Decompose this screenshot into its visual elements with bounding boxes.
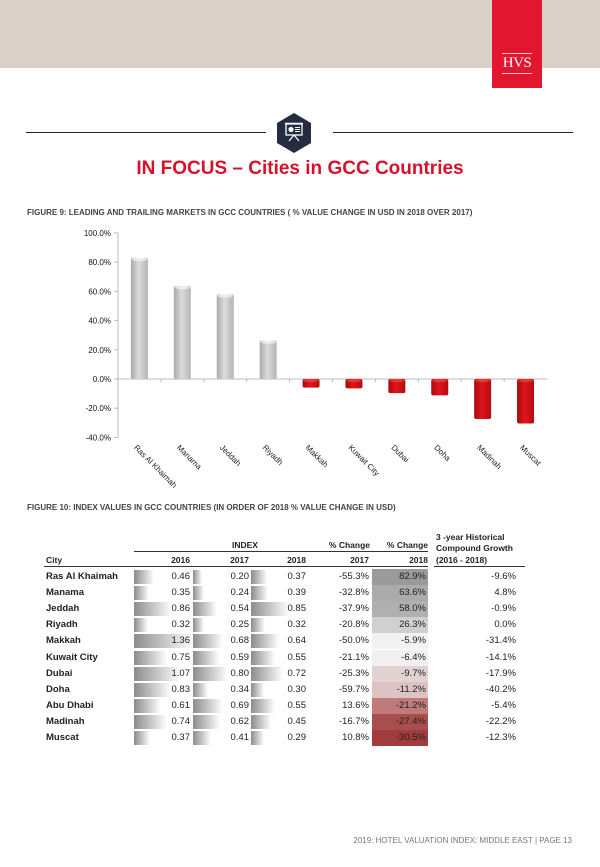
cell-city: Abu Dhabi bbox=[46, 699, 94, 711]
data-bar-i2018 bbox=[251, 731, 264, 745]
cell-change-2018: -9.7% bbox=[372, 666, 428, 682]
cell-change-2017: -32.8% bbox=[338, 587, 369, 599]
y-tick-label: 100.0% bbox=[83, 229, 111, 238]
cell-change-2018: 82.9% bbox=[372, 569, 428, 585]
cell-city: Kuwait City bbox=[46, 651, 98, 663]
cell-change-2017: -50.0% bbox=[338, 635, 369, 647]
cell-i2018: 0.55 bbox=[287, 699, 306, 711]
cell-change-2018: -5.9% bbox=[372, 633, 428, 649]
header-cagr-line1: 3 -year Historical bbox=[436, 532, 505, 542]
cell-change-2018: 26.3% bbox=[372, 617, 428, 633]
cell-change-2017: 10.8% bbox=[342, 732, 369, 743]
col-city: City bbox=[46, 555, 63, 565]
cell-change-2018: -21.2% bbox=[372, 698, 428, 714]
x-tick-label: Manama bbox=[174, 443, 204, 472]
y-tick-label: 60.0% bbox=[88, 287, 111, 297]
header-bottom-rule bbox=[44, 566, 428, 567]
data-bar-i2017 bbox=[193, 683, 208, 697]
data-bar-i2016 bbox=[134, 618, 148, 632]
cell-city: Muscat bbox=[46, 732, 79, 743]
cell-i2017: 0.69 bbox=[230, 699, 249, 711]
x-tick-label: Dubai bbox=[389, 443, 411, 465]
cell-city: Doha bbox=[46, 683, 70, 695]
cell-i2017: 0.68 bbox=[230, 635, 249, 647]
y-tick-label: -20.0% bbox=[85, 404, 111, 414]
data-bar-i2017 bbox=[193, 586, 204, 600]
cell-change-2018: 63.6% bbox=[372, 585, 428, 601]
cell-i2018: 0.72 bbox=[287, 667, 306, 679]
x-tick-label: Ras Al Khaimah bbox=[132, 443, 179, 490]
cell-i2018: 0.29 bbox=[287, 732, 306, 743]
cell-i2016: 0.61 bbox=[171, 699, 190, 711]
cell-i2017: 0.59 bbox=[230, 651, 249, 663]
cell-change-2018: -11.2% bbox=[372, 682, 428, 698]
cell-i2016: 1.36 bbox=[171, 635, 190, 647]
cell-i2016: 1.07 bbox=[171, 667, 190, 679]
cell-i2017: 0.24 bbox=[230, 587, 249, 599]
cell-i2016: 0.37 bbox=[171, 732, 190, 743]
cell-i2017: 0.20 bbox=[230, 571, 249, 582]
cell-i2016: 0.86 bbox=[171, 603, 190, 615]
cell-change-2018: 58.0% bbox=[372, 601, 428, 617]
cell-change-2017: -20.8% bbox=[338, 619, 369, 631]
cell-cagr: -9.6% bbox=[491, 571, 516, 582]
cell-i2017: 0.62 bbox=[230, 715, 249, 727]
figure9-title: FIGURE 9: LEADING AND TRAILING MARKETS IN GCC COUNTRIES ( % VALUE CHANGE IN USD IN 2018 OVER 2017) bbox=[27, 208, 473, 217]
x-tick-label: Madinah bbox=[475, 443, 504, 472]
cell-cagr: -14.1% bbox=[485, 651, 516, 663]
cell-cagr: 0.0% bbox=[494, 619, 516, 631]
x-tick-label: Jeddah bbox=[217, 443, 243, 468]
data-bar-i2016 bbox=[134, 731, 150, 745]
cell-i2017: 0.80 bbox=[230, 667, 249, 679]
cell-i2018: 0.85 bbox=[287, 603, 306, 615]
cell-cagr: -22.2% bbox=[485, 715, 516, 727]
cell-cagr: -12.3% bbox=[485, 732, 516, 743]
cell-city: Manama bbox=[46, 587, 85, 599]
data-bar-i2018 bbox=[251, 683, 264, 697]
cell-change-2017: 13.6% bbox=[342, 699, 369, 711]
x-tick-label: Muscat bbox=[518, 443, 543, 468]
cell-i2016: 0.74 bbox=[171, 715, 190, 727]
header-index: INDEX bbox=[232, 540, 258, 550]
page-title: IN FOCUS – Cities in GCC Countries bbox=[136, 158, 464, 179]
cell-change-2017: -37.9% bbox=[338, 603, 369, 615]
cell-i2016: 0.83 bbox=[171, 683, 190, 695]
cell-cagr: -5.4% bbox=[491, 699, 516, 711]
cell-cagr: -40.2% bbox=[485, 683, 516, 695]
cell-i2016: 0.35 bbox=[171, 587, 190, 599]
col-2017: 2017 bbox=[230, 555, 249, 565]
data-bar-i2017 bbox=[193, 570, 202, 584]
y-tick-label: 0.0% bbox=[92, 375, 111, 384]
y-tick-label: 40.0% bbox=[88, 316, 111, 326]
y-tick-label: 20.0% bbox=[88, 345, 111, 355]
cell-cagr: -17.9% bbox=[485, 667, 516, 679]
cell-change-2017: -25.3% bbox=[338, 667, 369, 679]
data-bar-i2018 bbox=[251, 570, 267, 584]
col-2016: 2016 bbox=[171, 555, 190, 565]
cell-i2018: 0.32 bbox=[287, 619, 306, 631]
y-tick-label: -40.0% bbox=[85, 433, 111, 443]
header-cagr-line3: (2016 - 2018) bbox=[436, 555, 488, 565]
cell-i2016: 0.32 bbox=[171, 619, 190, 631]
x-tick-label: Riyadh bbox=[260, 443, 285, 468]
page-footer: 2019: HOTEL VALUATION INDEX: MIDDLE EAST | PAGE 13 bbox=[353, 836, 572, 845]
x-tick-label: Doha bbox=[432, 443, 453, 463]
data-bar-i2017 bbox=[193, 618, 204, 632]
cell-city: Makkah bbox=[46, 635, 81, 647]
logo-text: HVS bbox=[502, 55, 532, 71]
x-tick-label: Makkah bbox=[303, 443, 330, 470]
figure10-title: FIGURE 10: INDEX VALUES IN GCC COUNTRIES (IN ORDER OF 2018 % VALUE CHANGE IN USD) bbox=[27, 503, 396, 512]
cell-change-2017: -21.1% bbox=[338, 651, 369, 663]
cell-i2018: 0.55 bbox=[287, 651, 306, 663]
cell-i2016: 0.75 bbox=[171, 651, 190, 663]
header-change-2017: % Change bbox=[328, 540, 370, 550]
cell-cagr: -0.9% bbox=[491, 603, 516, 615]
cell-change-2018: -6.4% bbox=[372, 650, 428, 666]
col-change-2018: 2018 bbox=[409, 555, 428, 565]
cell-city: Dubai bbox=[46, 667, 73, 679]
cell-i2018: 0.64 bbox=[287, 635, 306, 647]
cell-i2018: 0.30 bbox=[287, 683, 306, 695]
cell-i2016: 0.46 bbox=[171, 571, 190, 582]
cell-change-2017: -59.7% bbox=[338, 683, 369, 695]
cell-city: Ras Al Khaimah bbox=[46, 571, 118, 582]
col-change-2017: 2017 bbox=[350, 555, 369, 565]
cell-city: Madinah bbox=[46, 715, 85, 727]
cell-i2018: 0.39 bbox=[287, 587, 306, 599]
header-change-2018: % Change bbox=[386, 540, 428, 550]
cell-change-2018: -27.4% bbox=[372, 714, 428, 730]
data-bar-i2018 bbox=[251, 618, 265, 632]
cell-i2018: 0.45 bbox=[287, 715, 306, 727]
cell-change-2017: -55.3% bbox=[338, 571, 369, 582]
y-tick-label: 80.0% bbox=[88, 258, 111, 268]
cell-i2017: 0.34 bbox=[230, 683, 249, 695]
header-cagr-rule bbox=[434, 566, 525, 567]
header-cagr-line2: Compound Growth bbox=[436, 543, 513, 553]
col-2018: 2018 bbox=[287, 555, 306, 565]
cell-change-2018: -30.5% bbox=[372, 730, 428, 746]
cell-cagr: 4.8% bbox=[494, 587, 516, 599]
cell-cagr: -31.4% bbox=[485, 635, 516, 647]
data-bar-i2016 bbox=[134, 586, 149, 600]
cell-i2017: 0.25 bbox=[230, 619, 249, 631]
cell-change-2017: -16.7% bbox=[338, 715, 369, 727]
cell-city: Riyadh bbox=[46, 619, 78, 631]
cell-i2018: 0.37 bbox=[287, 571, 306, 582]
x-tick-label: Kuwait City bbox=[346, 443, 382, 478]
header-index-rule bbox=[134, 551, 428, 552]
cell-city: Jeddah bbox=[46, 603, 80, 615]
cell-i2017: 0.41 bbox=[230, 732, 249, 743]
cell-i2017: 0.54 bbox=[230, 603, 249, 615]
